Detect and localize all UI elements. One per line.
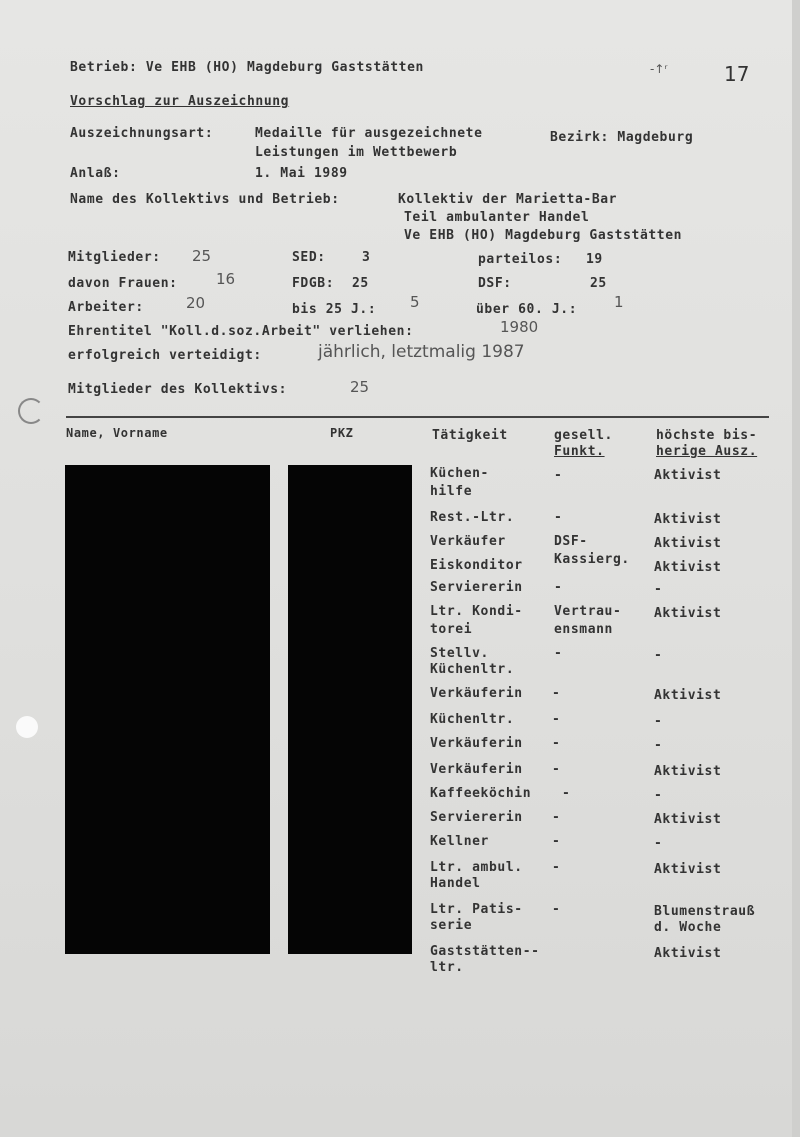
- row3-taetigkeit: Verkäufer: [430, 534, 506, 549]
- row5-ausz: -: [654, 582, 663, 597]
- row7-ausz: -: [654, 648, 663, 663]
- row5-funkt: -: [554, 580, 563, 595]
- auszeichnungsart-value: Medaille für ausgezeichnete: [255, 126, 483, 141]
- verteidigt-label: erfolgreich verteidigt:: [68, 348, 262, 363]
- row9-taetigkeit: Küchenltr.: [430, 712, 515, 727]
- row15-taetigkeit: Ltr. ambul.: [430, 860, 523, 875]
- document-title: Vorschlag zur Auszeichnung: [70, 94, 290, 109]
- kollektiv-name-value-2: Teil ambulanter Handel: [404, 210, 590, 225]
- mitglieder-label: Mitglieder:: [68, 250, 161, 265]
- kollektiv-name-value: Kollektiv der Marietta-Bar: [398, 192, 618, 207]
- bis25-label: bis 25 J.:: [292, 302, 377, 317]
- ueber60-value: 1: [614, 293, 624, 311]
- ehrentitel-label: Ehrentitel "Koll.d.soz.Arbeit" verliehen:: [68, 324, 414, 339]
- col-header-taetigkeit: Tätigkeit: [432, 428, 508, 443]
- row8-ausz: Aktivist: [654, 688, 722, 703]
- page-mark: -↑ʳ: [650, 62, 668, 76]
- dsf-value: 25: [590, 276, 607, 291]
- row17-taetigkeit-2: ltr.: [430, 960, 464, 975]
- punch-hole: [18, 398, 44, 424]
- bis25-value: 5: [410, 293, 420, 311]
- row11-funkt: -: [552, 762, 561, 777]
- row2-ausz: Aktivist: [654, 512, 722, 527]
- parteilos-label: parteilos:: [478, 252, 563, 267]
- frauen-value: 16: [216, 270, 236, 288]
- row5-taetigkeit: Serviererin: [430, 580, 523, 595]
- row17-ausz: Aktivist: [654, 946, 722, 961]
- row14-taetigkeit: Kellner: [430, 834, 489, 849]
- row14-funkt: -: [552, 834, 561, 849]
- row16-funkt: -: [552, 902, 561, 917]
- auszeichnungsart-value-2: Leistungen im Wettbewerb: [255, 145, 458, 160]
- kollektiv-mitglieder-value: 25: [350, 378, 370, 396]
- row16-ausz-2: d. Woche: [654, 920, 722, 935]
- fdgb-label: FDGB:: [292, 276, 335, 291]
- betrieb-line: Betrieb: Ve EHB (HO) Magdeburg Gaststätten: [70, 60, 424, 75]
- verteidigt-value: jährlich, letztmalig 1987: [318, 342, 525, 362]
- arbeiter-value: 20: [186, 294, 206, 312]
- redacted-names-block: [65, 465, 270, 954]
- row4-ausz: Aktivist: [654, 560, 722, 575]
- ehrentitel-value: 1980: [500, 318, 539, 336]
- row3-ausz: Aktivist: [654, 536, 722, 551]
- row7-taetigkeit-2: Küchenltr.: [430, 662, 515, 677]
- row8-taetigkeit: Verkäuferin: [430, 686, 523, 701]
- row6-funkt-2: ensmann: [554, 622, 613, 637]
- row12-ausz: -: [654, 788, 663, 803]
- row17-taetigkeit: Gaststätten--: [430, 944, 540, 959]
- col-header-funkt-1: gesell.: [554, 428, 613, 443]
- ueber60-label: über 60. J.:: [476, 302, 578, 317]
- kollektiv-name-value-3: Ve EHB (HO) Magdeburg Gaststätten: [404, 228, 683, 243]
- sed-label: SED:: [292, 250, 326, 265]
- row16-taetigkeit-2: serie: [430, 918, 473, 933]
- row14-ausz: -: [654, 836, 663, 851]
- row7-funkt: -: [554, 646, 563, 661]
- row13-funkt: -: [552, 810, 561, 825]
- row6-taetigkeit-2: torei: [430, 622, 473, 637]
- row1-ausz: Aktivist: [654, 468, 722, 483]
- col-header-name: Name, Vorname: [66, 426, 168, 440]
- fdgb-value: 25: [352, 276, 369, 291]
- row6-funkt: Vertrau-: [554, 604, 622, 619]
- sed-value: 3: [362, 250, 371, 265]
- row3-funkt: DSF-: [554, 534, 588, 549]
- auszeichnungsart-label: Auszeichnungsart:: [70, 126, 214, 141]
- col-header-pkz: PKZ: [330, 426, 354, 440]
- row15-ausz: Aktivist: [654, 862, 722, 877]
- punch-hole: [16, 716, 38, 738]
- dsf-label: DSF:: [478, 276, 512, 291]
- paper-edge: [792, 0, 800, 1137]
- row2-taetigkeit: Rest.-Ltr.: [430, 510, 515, 525]
- anlass-value: 1. Mai 1989: [255, 166, 348, 181]
- kollektiv-mitglieder-label: Mitglieder des Kollektivs:: [68, 382, 288, 397]
- page-number: 17: [724, 62, 750, 86]
- row1-taetigkeit: Küchen-: [430, 466, 489, 481]
- bezirk: Bezirk: Magdeburg: [550, 130, 694, 145]
- row13-taetigkeit: Serviererin: [430, 810, 523, 825]
- row1-funkt: -: [554, 468, 563, 483]
- row10-funkt: -: [552, 736, 561, 751]
- row9-ausz: -: [654, 714, 663, 729]
- row8-funkt: -: [552, 686, 561, 701]
- row15-taetigkeit-2: Handel: [430, 876, 481, 891]
- frauen-label: davon Frauen:: [68, 276, 178, 291]
- col-header-ausz-1: höchste bis-: [656, 428, 758, 443]
- col-header-ausz-2: herige Ausz.: [656, 444, 758, 459]
- row10-ausz: -: [654, 738, 663, 753]
- row16-ausz: Blumenstrauß: [654, 904, 756, 919]
- row7-taetigkeit: Stellv.: [430, 646, 489, 661]
- row16-taetigkeit: Ltr. Patis-: [430, 902, 523, 917]
- row9-funkt: -: [552, 712, 561, 727]
- col-header-funkt-2: Funkt.: [554, 444, 605, 459]
- row12-taetigkeit: Kaffeeköchin: [430, 786, 532, 801]
- arbeiter-label: Arbeiter:: [68, 300, 144, 315]
- row11-taetigkeit: Verkäuferin: [430, 762, 523, 777]
- row15-funkt: -: [552, 860, 561, 875]
- anlass-label: Anlaß:: [70, 166, 121, 181]
- row13-ausz: Aktivist: [654, 812, 722, 827]
- kollektiv-name-label: Name des Kollektivs und Betrieb:: [70, 192, 340, 207]
- redacted-pkz-block: [288, 465, 412, 954]
- row12-funkt: -: [562, 786, 571, 801]
- row4-funkt: Kassierg.: [554, 552, 630, 567]
- table-top-rule: [66, 416, 769, 418]
- row6-ausz: Aktivist: [654, 606, 722, 621]
- row11-ausz: Aktivist: [654, 764, 722, 779]
- parteilos-value: 19: [586, 252, 603, 267]
- row6-taetigkeit: Ltr. Kondi-: [430, 604, 523, 619]
- row10-taetigkeit: Verkäuferin: [430, 736, 523, 751]
- mitglieder-value: 25: [192, 247, 212, 265]
- row4-taetigkeit: Eiskonditor: [430, 558, 523, 573]
- row2-funkt: -: [554, 510, 563, 525]
- row1-taetigkeit-2: hilfe: [430, 484, 473, 499]
